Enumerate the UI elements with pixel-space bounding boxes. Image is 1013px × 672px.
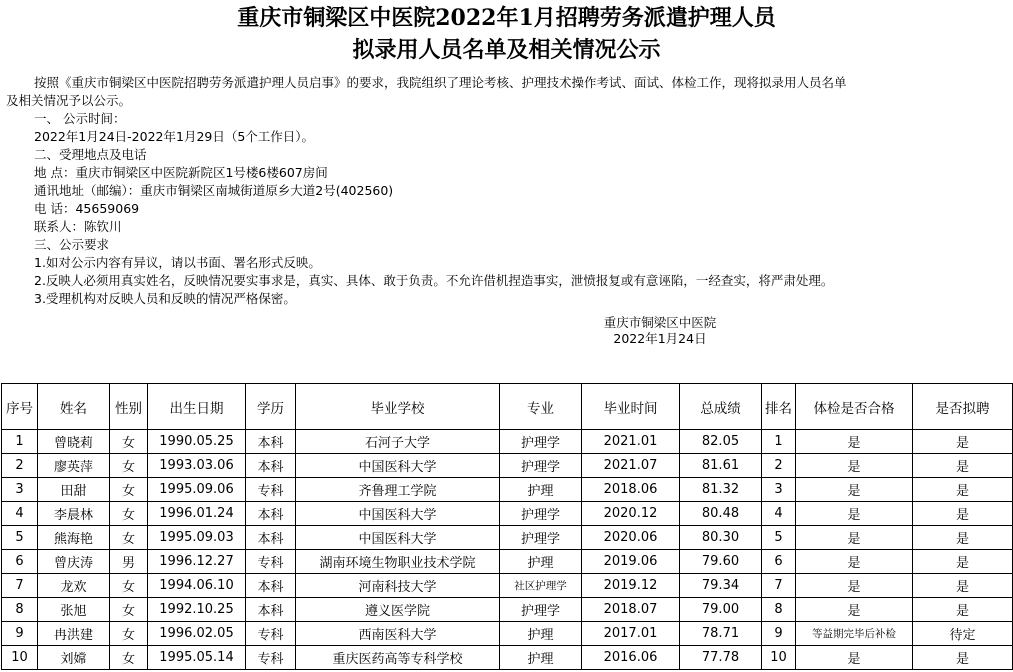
phone-line: 电 话：45659069 bbox=[34, 201, 140, 216]
cell-hire: 是 bbox=[913, 526, 1013, 550]
section-1-heading: 一、 公示时间： bbox=[34, 111, 126, 126]
cell-birthdate: 1992.10.25 bbox=[148, 598, 246, 622]
header-school: 毕业学校 bbox=[296, 384, 500, 430]
cell-education: 本科 bbox=[246, 574, 296, 598]
cell-birthdate: 1996.12.27 bbox=[148, 550, 246, 574]
publicity-period: 2022年1月24日-2022年1月29日（5个工作日）。 bbox=[34, 129, 315, 144]
table-header-row bbox=[2, 384, 1013, 430]
cell-total-score: 80.30 bbox=[680, 526, 762, 550]
cell-school: 中国医科大学 bbox=[296, 454, 500, 478]
signature-date: 2022年1月24日 bbox=[613, 331, 707, 346]
cell-rank: 9 bbox=[762, 622, 796, 646]
cell-gender: 女 bbox=[110, 454, 148, 478]
table-row bbox=[2, 526, 1013, 550]
header-total-score: 总成绩 bbox=[680, 384, 762, 430]
cell-hire: 待定 bbox=[913, 622, 1013, 646]
header-name: 姓名 bbox=[38, 384, 110, 430]
table-row bbox=[2, 646, 1013, 670]
cell-major: 护理 bbox=[500, 622, 582, 646]
cell-graduation-date: 2021.07 bbox=[582, 454, 680, 478]
cell-index: 5 bbox=[2, 526, 38, 550]
candidate-table bbox=[1, 383, 1013, 670]
section-2-heading: 二、受理地点及电话 bbox=[34, 147, 147, 162]
signature-org: 重庆市铜梁区中医院 bbox=[603, 315, 717, 330]
cell-major: 护理学 bbox=[500, 454, 582, 478]
table-row bbox=[2, 430, 1013, 454]
cell-school: 河南科技大学 bbox=[296, 574, 500, 598]
cell-rank: 4 bbox=[762, 502, 796, 526]
cell-birthdate: 1995.09.06 bbox=[148, 478, 246, 502]
cell-education: 专科 bbox=[246, 622, 296, 646]
requirement-2: 2.反映人必须用真实姓名，反映情况要实事求是，真实、具体、敢于负责。不允许借机捏造事实，泄愤报复或有意诬陷，一经查实，将严肃处理。 bbox=[34, 273, 834, 288]
cell-hire: 是 bbox=[913, 478, 1013, 502]
cell-name: 曾庆涛 bbox=[38, 550, 110, 574]
cell-index: 6 bbox=[2, 550, 38, 574]
cell-graduation-date: 2016.06 bbox=[582, 646, 680, 670]
cell-index: 7 bbox=[2, 574, 38, 598]
cell-education: 本科 bbox=[246, 430, 296, 454]
cell-school: 齐鲁理工学院 bbox=[296, 478, 500, 502]
cell-school: 中国医科大学 bbox=[296, 502, 500, 526]
table-row bbox=[2, 550, 1013, 574]
cell-graduation-date: 2018.06 bbox=[582, 478, 680, 502]
cell-hire: 是 bbox=[913, 502, 1013, 526]
cell-physical-exam: 是 bbox=[796, 550, 913, 574]
cell-education: 本科 bbox=[246, 454, 296, 478]
cell-birthdate: 1990.05.25 bbox=[148, 430, 246, 454]
cell-rank: 7 bbox=[762, 574, 796, 598]
cell-total-score: 79.00 bbox=[680, 598, 762, 622]
cell-major: 护理 bbox=[500, 550, 582, 574]
cell-index: 4 bbox=[2, 502, 38, 526]
header-index: 序号 bbox=[2, 384, 38, 430]
cell-birthdate: 1996.02.05 bbox=[148, 622, 246, 646]
cell-graduation-date: 2020.12 bbox=[582, 502, 680, 526]
cell-graduation-date: 2019.06 bbox=[582, 550, 680, 574]
cell-graduation-date: 2020.06 bbox=[582, 526, 680, 550]
cell-rank: 6 bbox=[762, 550, 796, 574]
header-rank: 排名 bbox=[762, 384, 796, 430]
cell-gender: 女 bbox=[110, 526, 148, 550]
page-subtitle: 拟录用人员名单及相关情况公示 bbox=[352, 37, 661, 63]
cell-physical-exam: 是 bbox=[796, 646, 913, 670]
cell-physical-exam: 是 bbox=[796, 526, 913, 550]
cell-school: 重庆医药高等专科学校 bbox=[296, 646, 500, 670]
requirement-3: 3.受理机构对反映人员和反映的情况严格保密。 bbox=[34, 291, 296, 306]
cell-major: 护理 bbox=[500, 478, 582, 502]
cell-graduation-date: 2018.07 bbox=[582, 598, 680, 622]
cell-education: 专科 bbox=[246, 478, 296, 502]
cell-graduation-date: 2019.12 bbox=[582, 574, 680, 598]
table-row bbox=[2, 454, 1013, 478]
cell-name: 冉洪建 bbox=[38, 622, 110, 646]
cell-major: 护理学 bbox=[500, 502, 582, 526]
table-row bbox=[2, 478, 1013, 502]
cell-total-score: 78.71 bbox=[680, 622, 762, 646]
cell-gender: 女 bbox=[110, 502, 148, 526]
cell-index: 10 bbox=[2, 646, 38, 670]
cell-name: 田甜 bbox=[38, 478, 110, 502]
table-row bbox=[2, 574, 1013, 598]
cell-hire: 是 bbox=[913, 646, 1013, 670]
cell-rank: 5 bbox=[762, 526, 796, 550]
cell-gender: 女 bbox=[110, 430, 148, 454]
cell-major: 护理学 bbox=[500, 598, 582, 622]
cell-total-score: 81.32 bbox=[680, 478, 762, 502]
page-title: 重庆市铜梁区中医院2022年1月招聘劳务派遣护理人员 bbox=[237, 5, 776, 31]
cell-total-score: 79.34 bbox=[680, 574, 762, 598]
cell-gender: 女 bbox=[110, 622, 148, 646]
cell-school: 中国医科大学 bbox=[296, 526, 500, 550]
cell-index: 1 bbox=[2, 430, 38, 454]
header-education: 学历 bbox=[246, 384, 296, 430]
cell-education: 专科 bbox=[246, 550, 296, 574]
cell-graduation-date: 2021.01 bbox=[582, 430, 680, 454]
cell-hire: 是 bbox=[913, 430, 1013, 454]
cell-name: 廖英萍 bbox=[38, 454, 110, 478]
cell-hire: 是 bbox=[913, 454, 1013, 478]
cell-hire: 是 bbox=[913, 574, 1013, 598]
header-major: 专业 bbox=[500, 384, 582, 430]
cell-education: 专科 bbox=[246, 646, 296, 670]
requirement-1: 1.如对公示内容有异议，请以书面、署名形式反映。 bbox=[34, 255, 321, 270]
cell-index: 9 bbox=[2, 622, 38, 646]
section-3-heading: 三、公示要求 bbox=[34, 237, 110, 252]
cell-birthdate: 1995.05.14 bbox=[148, 646, 246, 670]
cell-hire: 是 bbox=[913, 598, 1013, 622]
header-gender: 性别 bbox=[110, 384, 148, 430]
cell-rank: 1 bbox=[762, 430, 796, 454]
cell-school: 遵义医学院 bbox=[296, 598, 500, 622]
cell-name: 张旭 bbox=[38, 598, 110, 622]
cell-name: 熊海艳 bbox=[38, 526, 110, 550]
cell-physical-exam: 是 bbox=[796, 478, 913, 502]
header-graduation-date: 毕业时间 bbox=[582, 384, 680, 430]
cell-birthdate: 1996.01.24 bbox=[148, 502, 246, 526]
cell-physical-exam: 是 bbox=[796, 502, 913, 526]
notice-body bbox=[6, 74, 1008, 308]
header-hire: 是否拟聘 bbox=[913, 384, 1013, 430]
intro-paragraph-cont: 及相关情况予以公示。 bbox=[6, 93, 132, 108]
mailing-address-line: 通讯地址（邮编）：重庆市铜梁区南城街道原乡大道2号(402560) bbox=[34, 183, 394, 198]
cell-school: 石河子大学 bbox=[296, 430, 500, 454]
cell-gender: 男 bbox=[110, 550, 148, 574]
cell-physical-exam: 等益期完毕后补检 bbox=[796, 622, 913, 646]
cell-gender: 女 bbox=[110, 598, 148, 622]
cell-name: 曾晓莉 bbox=[38, 430, 110, 454]
cell-school: 西南医科大学 bbox=[296, 622, 500, 646]
cell-graduation-date: 2017.01 bbox=[582, 622, 680, 646]
table-row bbox=[2, 598, 1013, 622]
table-row bbox=[2, 622, 1013, 646]
intro-paragraph: 按照《重庆市铜梁区中医院招聘劳务派遣护理人员启事》的要求，我院组织了理论考核、护理技术操作考试、面试、体检工作，现将拟录用人员名单 bbox=[34, 75, 847, 90]
cell-total-score: 77.78 bbox=[680, 646, 762, 670]
cell-education: 本科 bbox=[246, 502, 296, 526]
cell-index: 8 bbox=[2, 598, 38, 622]
cell-gender: 女 bbox=[110, 574, 148, 598]
cell-gender: 女 bbox=[110, 646, 148, 670]
cell-major: 社区护理学 bbox=[500, 574, 582, 598]
contact-line: 联系人：陈钦川 bbox=[34, 219, 122, 234]
cell-index: 3 bbox=[2, 478, 38, 502]
cell-rank: 3 bbox=[762, 478, 796, 502]
cell-school: 湖南环境生物职业技术学院 bbox=[296, 550, 500, 574]
cell-total-score: 81.61 bbox=[680, 454, 762, 478]
cell-total-score: 82.05 bbox=[680, 430, 762, 454]
cell-physical-exam: 是 bbox=[796, 454, 913, 478]
cell-gender: 女 bbox=[110, 478, 148, 502]
address-line: 地 点：重庆市铜梁区中医院新院区1号楼6楼607房间 bbox=[34, 165, 328, 180]
table-row bbox=[2, 502, 1013, 526]
cell-education: 本科 bbox=[246, 526, 296, 550]
cell-rank: 10 bbox=[762, 646, 796, 670]
cell-hire: 是 bbox=[913, 550, 1013, 574]
cell-major: 护理 bbox=[500, 646, 582, 670]
cell-name: 刘嫦 bbox=[38, 646, 110, 670]
cell-major: 护理学 bbox=[500, 526, 582, 550]
cell-index: 2 bbox=[2, 454, 38, 478]
header-birthdate: 出生日期 bbox=[148, 384, 246, 430]
cell-education: 本科 bbox=[246, 598, 296, 622]
cell-physical-exam: 是 bbox=[796, 598, 913, 622]
cell-physical-exam: 是 bbox=[796, 430, 913, 454]
cell-physical-exam: 是 bbox=[796, 574, 913, 598]
cell-rank: 2 bbox=[762, 454, 796, 478]
header-physical-exam: 体检是否合格 bbox=[796, 384, 913, 430]
cell-name: 龙欢 bbox=[38, 574, 110, 598]
cell-birthdate: 1993.03.06 bbox=[148, 454, 246, 478]
cell-total-score: 80.48 bbox=[680, 502, 762, 526]
cell-birthdate: 1994.06.10 bbox=[148, 574, 246, 598]
cell-name: 李晨林 bbox=[38, 502, 110, 526]
cell-major: 护理学 bbox=[500, 430, 582, 454]
cell-total-score: 79.60 bbox=[680, 550, 762, 574]
cell-rank: 8 bbox=[762, 598, 796, 622]
cell-birthdate: 1995.09.03 bbox=[148, 526, 246, 550]
